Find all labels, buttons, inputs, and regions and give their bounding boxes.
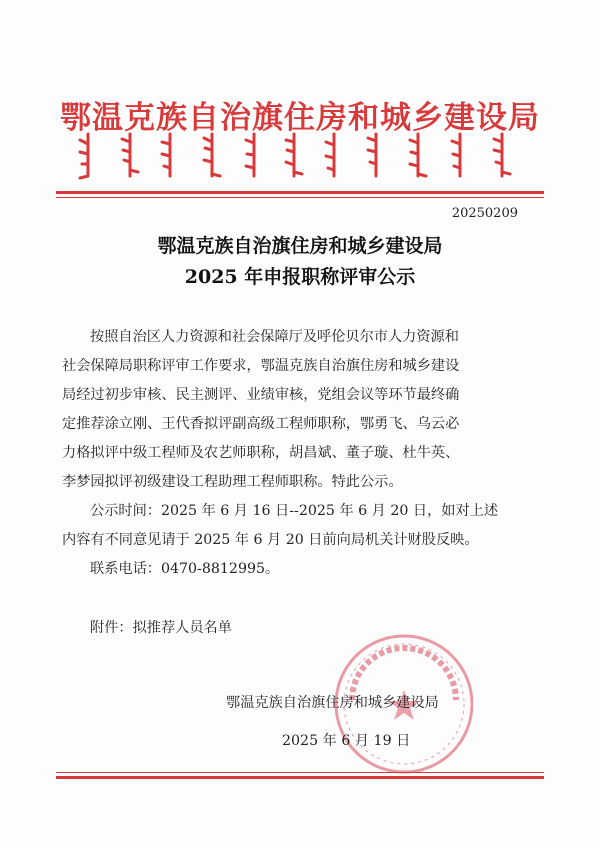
body-line: 按照自治区人力资源和社会保障厅及呼伦贝尔市人力资源和: [90, 329, 459, 345]
letterhead-mongolian-script: [70, 130, 530, 182]
bottom-red-rule-thin: [56, 772, 544, 773]
mongolian-script-graphic: [70, 130, 530, 182]
body-line: 定推荐涂立刚、王代香拟评副高级工程师职称，鄂勇飞、乌云必: [62, 416, 460, 432]
document-number: 20250209: [451, 206, 518, 221]
document-title-line-2: 2025 年申报职称评审公示: [184, 266, 416, 288]
body-line: 李梦园拟评初级建设工程助理工程师职称。特此公示。: [62, 474, 403, 490]
signature-organization: 鄂温克族自治旗住房和城乡建设局: [226, 695, 439, 711]
body-line: 内容有不同意见请于 2025 年 6 月 20 日前向局机关计财股反映。: [62, 532, 479, 548]
letterhead-org-name: 鄂温克族自治旗住房和城乡建设局: [60, 100, 540, 136]
body-line: 公示时间：2025 年 6 月 16 日--2025 年 6 月 20 日，如对上述: [90, 503, 499, 519]
signature-date: 2025 年 6 月 19 日: [282, 733, 411, 749]
top-red-rule-thick: [56, 191, 544, 194]
contact-phone: 联系电话：0470-8812995。: [90, 561, 280, 577]
top-red-rule-thin: [56, 197, 544, 198]
attachment-note: 附件：拟推荐人员名单: [90, 620, 232, 636]
body-line: 社会保障局职称评审工作要求，鄂温克族自治旗住房和城乡建设: [62, 358, 460, 374]
body-line: 局经过初步审核、民主测评、业绩审核，党组会议等环节最终确: [62, 387, 460, 403]
bottom-red-rule-thick: [56, 776, 544, 779]
body-line: 力格拟评中级工程师及农艺师职称，胡昌斌、董子璇、杜牛英、: [62, 445, 460, 461]
document-title-line-1: 鄂温克族自治旗住房和城乡建设局: [157, 235, 443, 257]
